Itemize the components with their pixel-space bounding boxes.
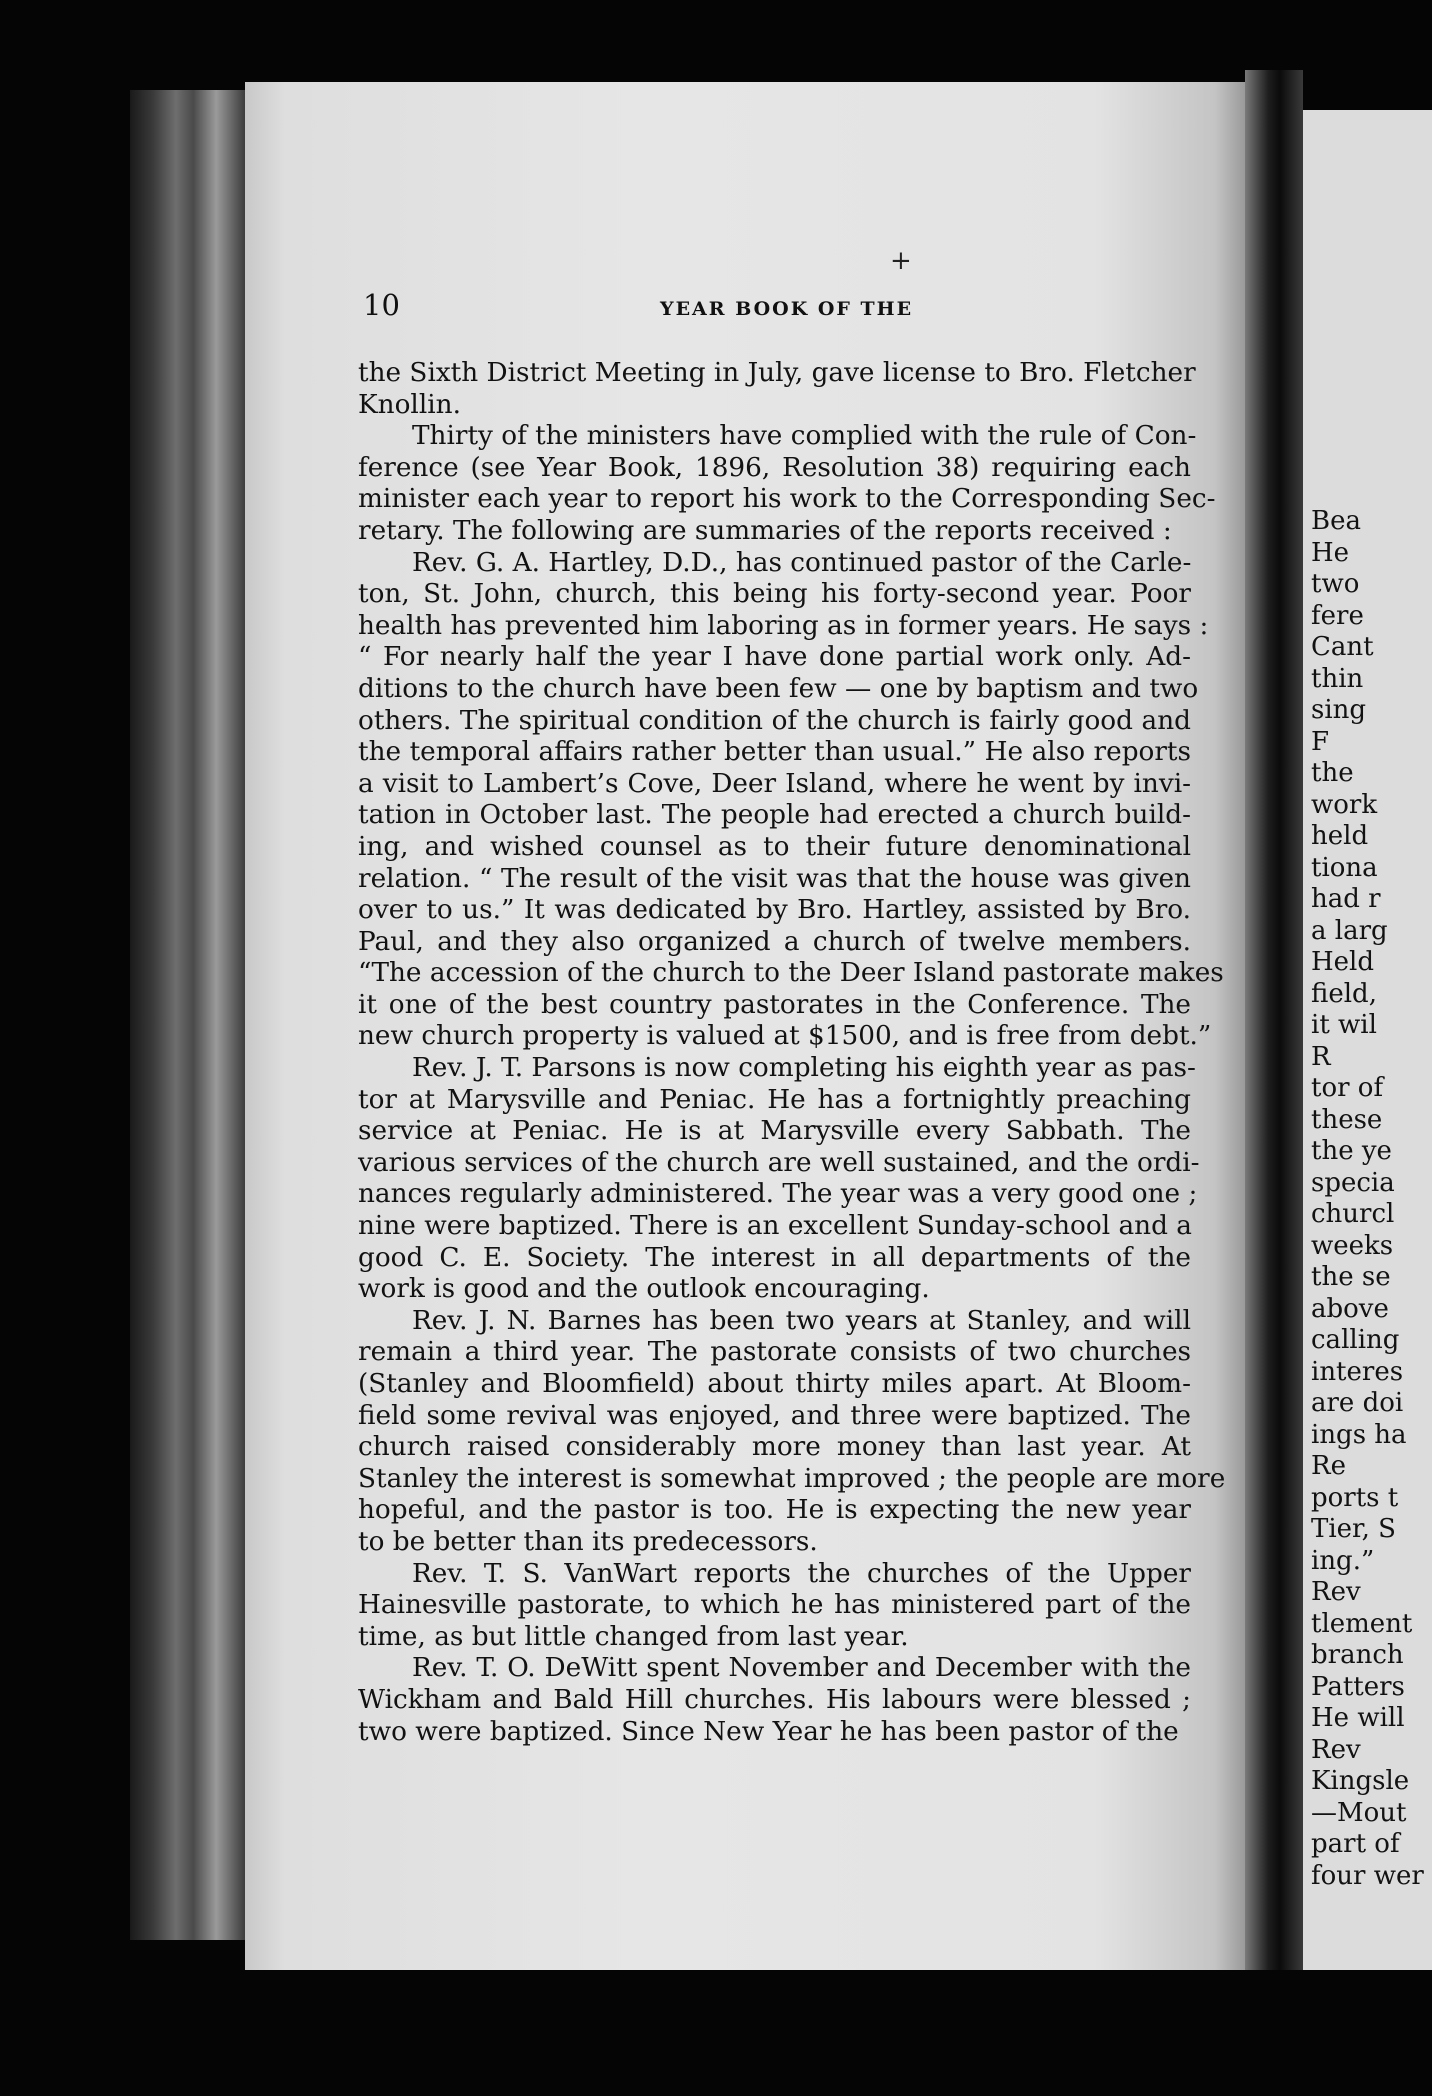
facing-page-line bbox=[1311, 412, 1432, 444]
facing-page-line: ing.” bbox=[1311, 1545, 1375, 1576]
text-line: Wickham and Bald Hill churches. His labours were blessed ; bbox=[358, 1684, 1191, 1715]
paragraph bbox=[358, 1305, 1226, 1559]
facing-page-line: work bbox=[1311, 789, 1378, 820]
running-head: YEAR BOOK OF THE bbox=[660, 298, 914, 320]
text-line: time, as but little changed from last year. bbox=[358, 1621, 909, 1652]
text-line: various services of the church are well sustained, and the ordi- bbox=[358, 1147, 1200, 1178]
facing-page-line: specia bbox=[1311, 1167, 1395, 1198]
text-line: relation. “ The result of the visit was that the house was given bbox=[358, 863, 1191, 894]
text-line: tation in October last. The people had erected a church build- bbox=[358, 800, 1191, 831]
text-line: two were baptized. Since New Year he has been pastor of the bbox=[358, 1716, 1179, 1747]
facing-page-line: two bbox=[1311, 569, 1360, 599]
text-line: to be better than its predecessors. bbox=[358, 1526, 818, 1557]
facing-page-line: Patters bbox=[1311, 1671, 1405, 1702]
facing-page-line bbox=[1311, 475, 1432, 507]
facing-page-line: Re bbox=[1311, 1451, 1346, 1481]
text-line: “ For nearly half the year I have done partial work only. Ad- bbox=[358, 642, 1191, 673]
page-number: 10 bbox=[363, 288, 400, 322]
text-line: the Sixth District Meeting in July, gave license to Bro. Fletcher bbox=[358, 358, 1196, 388]
text-line: Hainesville pastorate, to which he has ministered part of the bbox=[358, 1590, 1191, 1621]
facing-page-text bbox=[1311, 380, 1432, 1892]
facing-page-line: had r bbox=[1311, 884, 1381, 914]
facing-page-line: Kingsle bbox=[1311, 1766, 1410, 1796]
paragraph bbox=[358, 547, 1224, 1054]
text-line: Paul, and they also organized a church of twelve members. bbox=[358, 926, 1191, 957]
facing-page-line: sing bbox=[1311, 695, 1367, 725]
text-line: retary. The following are summaries of the reports received : bbox=[358, 515, 1172, 546]
paragraph bbox=[358, 421, 1216, 547]
facing-page-line: part of bbox=[1311, 1829, 1400, 1859]
facing-page-line: fere bbox=[1311, 600, 1364, 631]
text-line: Thirty of the ministers have complied with the rule of Con- bbox=[412, 421, 1197, 452]
paragraph bbox=[358, 1559, 1191, 1654]
text-line: it one of the best country pastorates in the Conference. The bbox=[358, 989, 1191, 1020]
facing-page-line: churcl bbox=[1311, 1199, 1395, 1229]
text-line: “The accession of the church to the Deer Island pastorate makes bbox=[358, 958, 1224, 989]
text-line: others. The spiritual condition of the church is fairly good and bbox=[358, 705, 1191, 736]
book-spine bbox=[130, 90, 245, 1940]
facing-page-line bbox=[1311, 380, 1432, 412]
paragraph bbox=[358, 358, 1196, 421]
text-line: nances regularly administered. The year was a very good one ; bbox=[358, 1179, 1198, 1210]
facing-page-line: four wer bbox=[1311, 1860, 1424, 1891]
facing-page-line: Tier, S bbox=[1311, 1514, 1396, 1544]
facing-page-line: tlement bbox=[1311, 1608, 1413, 1639]
text-line: Rev. T. S. VanWart reports the churches of the Upper bbox=[412, 1558, 1191, 1589]
facing-page-line: the se bbox=[1311, 1262, 1391, 1292]
text-line: nine were baptized. There is an excellent Sunday-school and a bbox=[358, 1211, 1192, 1242]
text-line: work is good and the outlook encouraging. bbox=[358, 1274, 930, 1305]
facing-page-line bbox=[1311, 443, 1432, 475]
text-line: church raised considerably more money than last year. At bbox=[358, 1432, 1191, 1463]
text-line: (Stanley and Bloomfield) about thirty miles apart. At Bloom- bbox=[358, 1369, 1191, 1399]
facing-page-line: ports t bbox=[1311, 1482, 1399, 1513]
text-line: Rev. T. O. DeWitt spent November and December with the bbox=[412, 1653, 1191, 1684]
facing-page-line: the bbox=[1311, 758, 1354, 788]
facing-page-line: calling bbox=[1311, 1325, 1400, 1355]
facing-page-line: the ye bbox=[1311, 1136, 1392, 1166]
facing-page-line: Held bbox=[1311, 947, 1375, 977]
facing-page-line: weeks bbox=[1311, 1230, 1394, 1261]
text-line: new church property is valued at $1500, and is free from debt.” bbox=[358, 1021, 1212, 1052]
text-line: good C. E. Society. The interest in all departments of the bbox=[358, 1242, 1191, 1273]
text-line: the temporal affairs rather better than usual.” He also reports bbox=[358, 737, 1191, 768]
facing-page-line: a larg bbox=[1311, 915, 1388, 946]
facing-page-line: interes bbox=[1311, 1356, 1404, 1387]
text-line: Rev. J. T. Parsons is now completing his eighth year as pas- bbox=[412, 1053, 1196, 1084]
facing-page-line: above bbox=[1311, 1293, 1389, 1324]
facing-page-line: are doi bbox=[1311, 1388, 1404, 1418]
text-line: health has prevented him laboring as in former years. He says : bbox=[358, 610, 1209, 641]
facing-page-line: R bbox=[1311, 1041, 1331, 1072]
text-line: Rev. J. N. Barnes has been two years at Stanley, and will bbox=[412, 1305, 1191, 1336]
pencil-tick-mark: + bbox=[890, 246, 912, 276]
facing-page-line: these bbox=[1311, 1104, 1383, 1135]
paragraph bbox=[358, 1653, 1191, 1748]
facing-page-line: Rev bbox=[1311, 1734, 1361, 1765]
text-line: ditions to the church have been few — one by baptism and two bbox=[358, 673, 1199, 704]
facing-page-line: branch bbox=[1311, 1640, 1404, 1670]
facing-page-line: Cant bbox=[1311, 632, 1374, 662]
facing-page-line: it wil bbox=[1311, 1010, 1377, 1040]
text-line: Knollin. bbox=[358, 389, 461, 420]
facing-page-line: thin bbox=[1311, 663, 1364, 694]
facing-page-line: ings ha bbox=[1311, 1419, 1407, 1450]
text-line: service at Peniac. He is at Marysville every Sabbath. The bbox=[358, 1116, 1191, 1147]
text-line: Stanley the interest is somewhat improved ; the people are more bbox=[358, 1463, 1226, 1494]
text-line: over to us.” It was dedicated by Bro. Hartley, assisted by Bro. bbox=[358, 895, 1191, 926]
body-text bbox=[358, 358, 1226, 1748]
text-line: minister each year to report his work to the Corresponding Sec- bbox=[358, 484, 1216, 515]
facing-page-line: tiona bbox=[1311, 852, 1378, 883]
paragraph bbox=[358, 1053, 1200, 1306]
text-line: ton, St. John, church, this being his forty-second year. Poor bbox=[358, 579, 1191, 610]
facing-page-line: held bbox=[1311, 821, 1369, 851]
facing-page-line: Bea bbox=[1311, 506, 1361, 536]
text-line: Rev. G. A. Hartley, D.D., has continued pastor of the Carle- bbox=[412, 547, 1192, 578]
facing-page-line: tor of bbox=[1311, 1073, 1384, 1103]
facing-page-line: F bbox=[1311, 726, 1330, 757]
facing-page-line: —Mout bbox=[1311, 1797, 1407, 1828]
text-line: tor at Marysville and Peniac. He has a fortnightly preaching bbox=[358, 1084, 1191, 1115]
book-gutter bbox=[1245, 70, 1303, 1970]
text-line: ference (see Year Book, 1896, Resolution 38) requiring each bbox=[358, 452, 1191, 483]
facing-page-line: Rev bbox=[1311, 1577, 1361, 1607]
text-line: field some revival was enjoyed, and three were baptized. The bbox=[358, 1400, 1191, 1431]
text-line: remain a third year. The pastorate consists of two churches bbox=[358, 1337, 1191, 1368]
text-line: hopeful, and the pastor is too. He is expecting the new year bbox=[358, 1495, 1191, 1526]
facing-page-line: He bbox=[1311, 537, 1350, 568]
text-line: ing, and wished counsel as to their future denominational bbox=[358, 831, 1191, 862]
facing-page-line: He will bbox=[1311, 1703, 1405, 1733]
text-line: a visit to Lambert’s Cove, Deer Island, where he went by invi- bbox=[358, 768, 1191, 799]
facing-page bbox=[1303, 110, 1432, 1970]
facing-page-line: field, bbox=[1311, 978, 1377, 1009]
